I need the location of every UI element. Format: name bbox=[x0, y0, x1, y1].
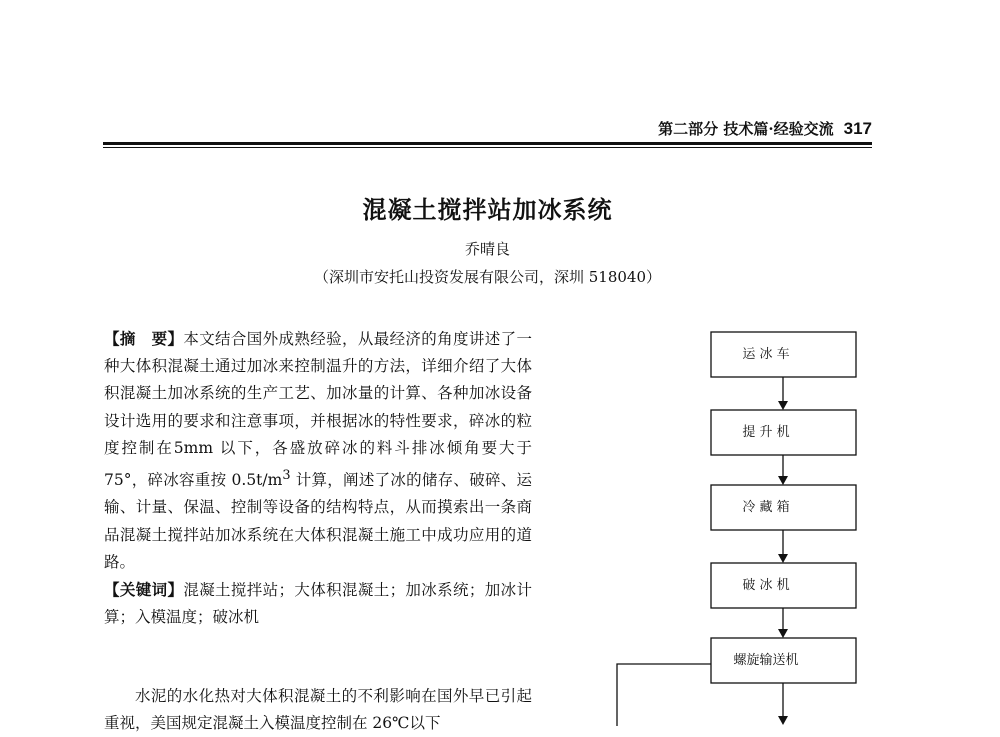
running-header bbox=[596, 118, 872, 140]
flow-box-5 bbox=[711, 638, 856, 683]
keywords-paragraph bbox=[104, 576, 532, 631]
flow-arrow-2-icon bbox=[778, 476, 788, 485]
flow-step-4-label: 破 冰 机 bbox=[742, 578, 790, 593]
header-rule-thick bbox=[103, 142, 872, 145]
flow-step-5-label: 螺旋输送机 bbox=[733, 653, 799, 668]
flow-arrow-4-icon bbox=[778, 629, 788, 638]
flow-arrow-3-icon bbox=[778, 554, 788, 563]
page-number: 317 bbox=[843, 119, 872, 138]
body-paragraph: 水泥的水化热对大体积混凝土的不利影响在国外早已引起重视，美国规定混凝土入模温度控制在 26℃以下 bbox=[104, 687, 532, 732]
abstract-text-post: 计算，阐述了冰的储存、破碎、运输、计量、保温、控制等设备的结构特点，从而摸索出一条商品混凝土搅拌站加冰系统在大体积混凝土施工中成功应用的道路。 bbox=[104, 471, 532, 571]
article-affiliation: （深圳市安托山投资发展有限公司，深圳 518040） bbox=[313, 268, 662, 286]
article-author: 乔晴良 bbox=[464, 240, 510, 258]
header-rule-thin bbox=[103, 147, 872, 148]
article-title: 混凝土搅拌站加冰系统 bbox=[362, 195, 613, 224]
flow-arrow-5-icon bbox=[778, 716, 788, 725]
abstract-text-pre: 本文结合国外成熟经验，从最经济的角度讲述了一种大体积混凝土通过加冰来控制温升的方法，详细介绍了大体积混凝土加冰系统的生产工艺、加冰量的计算、各种加冰设备设计选用的要求和注意事项，并根据冰的特性要求，碎冰的粒度控制在5mm 以下，各盛放碎冰的料斗排冰倾角要大于 75°，碎冰容重按 0.5t/m bbox=[104, 330, 532, 490]
keywords-text: 混凝土搅拌站；大体积混凝土；加冰系统；加冰计算；入模温度；破冰机 bbox=[104, 580, 532, 627]
abstract-label: 【摘 要】 bbox=[104, 329, 184, 348]
flow-side-branch-line bbox=[617, 664, 711, 726]
flow-box-3 bbox=[711, 485, 856, 530]
abstract-superscript: 3 bbox=[282, 468, 291, 484]
abstract-paragraph bbox=[104, 325, 532, 576]
flow-box-4 bbox=[711, 563, 856, 608]
flow-box-1 bbox=[711, 332, 856, 377]
keywords-label: 【关键词】 bbox=[104, 579, 184, 599]
running-title: 第二部分 技术篇·经验交流 bbox=[658, 120, 834, 138]
flow-box-2 bbox=[711, 410, 856, 455]
flow-step-2-label: 提 升 机 bbox=[742, 425, 790, 440]
flow-step-3-label: 冷 藏 箱 bbox=[742, 500, 790, 515]
abstract-block bbox=[104, 325, 532, 631]
flow-step-1-label: 运 冰 车 bbox=[742, 347, 790, 362]
flow-arrow-1-icon bbox=[778, 401, 788, 410]
